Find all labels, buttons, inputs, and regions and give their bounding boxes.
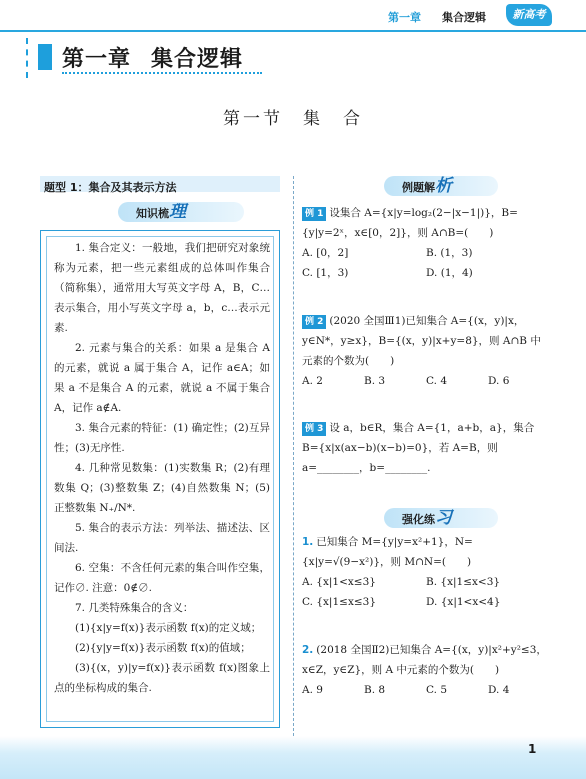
chapter-underline (62, 72, 262, 74)
option: A. [0，2] (302, 247, 349, 259)
option: C. 4 (426, 375, 448, 387)
option: D. 4 (488, 684, 510, 696)
kp-3: 3. 集合元素的特征：(1) 确定性；(2)互异性；(3)无序性. (54, 422, 270, 454)
exercise-2 (302, 640, 550, 700)
header-chapter: 第一章 (388, 11, 421, 24)
option: C. 5 (426, 684, 448, 696)
kp-7: 7. 几类特殊集合的含义： (75, 602, 194, 614)
knowledge-summary-pill (118, 202, 244, 222)
example-2 (302, 311, 550, 391)
pill-big-char: 析 (435, 176, 452, 196)
kp-5: 5. 集合的表示方法：列举法、描述法、区间法. (54, 522, 270, 554)
exercise-number: 2. (302, 644, 314, 656)
chapter-title-sub: 集合逻辑 (151, 47, 244, 72)
option: D. (1，4) (426, 267, 473, 279)
kp-7-1: (1){x|y=f(x)}表示函数 f(x)的定义域； (75, 622, 262, 634)
kp-4: 4. 几种常见数集：(1)实数集 R；(2)有理数集 Q；(3)整数集 Z；(4)自然数集 N；(5)正整数集 N₊/N*. (54, 462, 270, 514)
header-title: 集合逻辑 (442, 11, 486, 24)
option: B. 3 (364, 375, 386, 387)
topic-label: 题型 1：集合及其表示方法 (44, 181, 177, 194)
example-options (302, 371, 550, 391)
brand-badge: 新高考 (506, 4, 552, 26)
example-stem: 设集合 A={x|y=log₂(2−|x−1|)}，B={y|y=2ˣ，x∈[0，2]}，则 A∩B=( ) (302, 207, 518, 239)
example-tag: 例 3 (302, 422, 326, 436)
example-stem: 设 a，b∈R，集合 A={1，a+b，a}，集合 B={x|x(ax−b)(x−b)=0}，若 A=B，则 a=________，b=________. (302, 422, 535, 474)
example-stem: (2020 全国Ⅲ1)已知集合 A={(x，y)|x，y∈N*，y≥x}，B={(x，y)|x+y=8}，则 A∩B 中元素的个数为( ) (302, 315, 541, 367)
pill-text: 强化练 (402, 513, 435, 526)
example-3 (302, 418, 550, 478)
option: D. {x|1<x<4} (426, 596, 501, 608)
reinforcement-pill (384, 508, 498, 528)
example-options (302, 243, 550, 283)
column-divider (293, 176, 294, 736)
pill-text: 知识梳 (136, 207, 169, 220)
kp-7-3: (3){(x，y)|y=f(x)}表示函数 f(x)图象上点的坐标构成的集合. (54, 662, 270, 694)
page-number: 1 (528, 742, 537, 756)
option: B. (1，3) (426, 247, 473, 259)
kp-6: 6. 空集：不含任何元素的集合叫作空集，记作∅. 注意：0∉∅. (54, 562, 270, 594)
example-tag: 例 1 (302, 207, 326, 221)
exercise-options (302, 572, 550, 612)
option: B. 8 (364, 684, 386, 696)
knowledge-points (54, 238, 270, 698)
kp-1: 1. 集合定义：一般地，我们把研究对象统称为元素，把一些元素组成的总体叫作集合（简称集），通常用大写英文字母 A，B，C…表示集合，用小写英文字母 a，b，c…表示元素. (54, 242, 270, 334)
option: A. 2 (302, 375, 323, 387)
option: B. {x|1≤x<3} (426, 576, 501, 588)
example-tag: 例 2 (302, 315, 326, 329)
pill-text: 例题解 (402, 181, 435, 194)
chapter-title (62, 42, 243, 73)
header-rule (0, 30, 586, 32)
option: A. {x|1<x≤3} (302, 576, 376, 588)
exercise-stem: (2018 全国Ⅱ2)已知集合 A={(x，y)|x²+y²≤3，x∈Z，y∈Z}，则 A 中元素的个数为( ) (302, 644, 547, 676)
topic-banner (40, 176, 280, 192)
exercise-stem: 已知集合 M={y|y=x²+1}，N={x|y=√(9−x²)}，则 M∩N=( ) (302, 536, 473, 568)
option: C. [1，3) (302, 267, 349, 279)
kp-7-2: (2){y|y=f(x)}表示函数 f(x)的值域； (75, 642, 251, 654)
option: C. {x|1≤x≤3} (302, 596, 377, 608)
chapter-title-main: 第一章 (62, 47, 132, 72)
exercise-number: 1. (302, 536, 314, 548)
example-1 (302, 203, 550, 283)
kp-2: 2. 元素与集合的关系：如果 a 是集合 A 的元素，就说 a 属于集合 A，记作 a∈A；如果 a 不是集合 A 的元素，就说 a 不属于集合 A，记作 a∉A. (54, 342, 270, 414)
pill-big-char: 习 (435, 508, 452, 528)
section-title: 第一节 集 合 (223, 109, 363, 129)
option: D. 6 (488, 375, 510, 387)
chapter-marker (38, 44, 52, 70)
exercise-1 (302, 532, 550, 612)
pill-big-char: 理 (169, 202, 186, 222)
exercise-options (302, 680, 550, 700)
footer-band (0, 736, 586, 779)
chapter-binding-decoration (26, 38, 36, 78)
option: A. 9 (302, 684, 323, 696)
example-analysis-pill (384, 176, 498, 196)
